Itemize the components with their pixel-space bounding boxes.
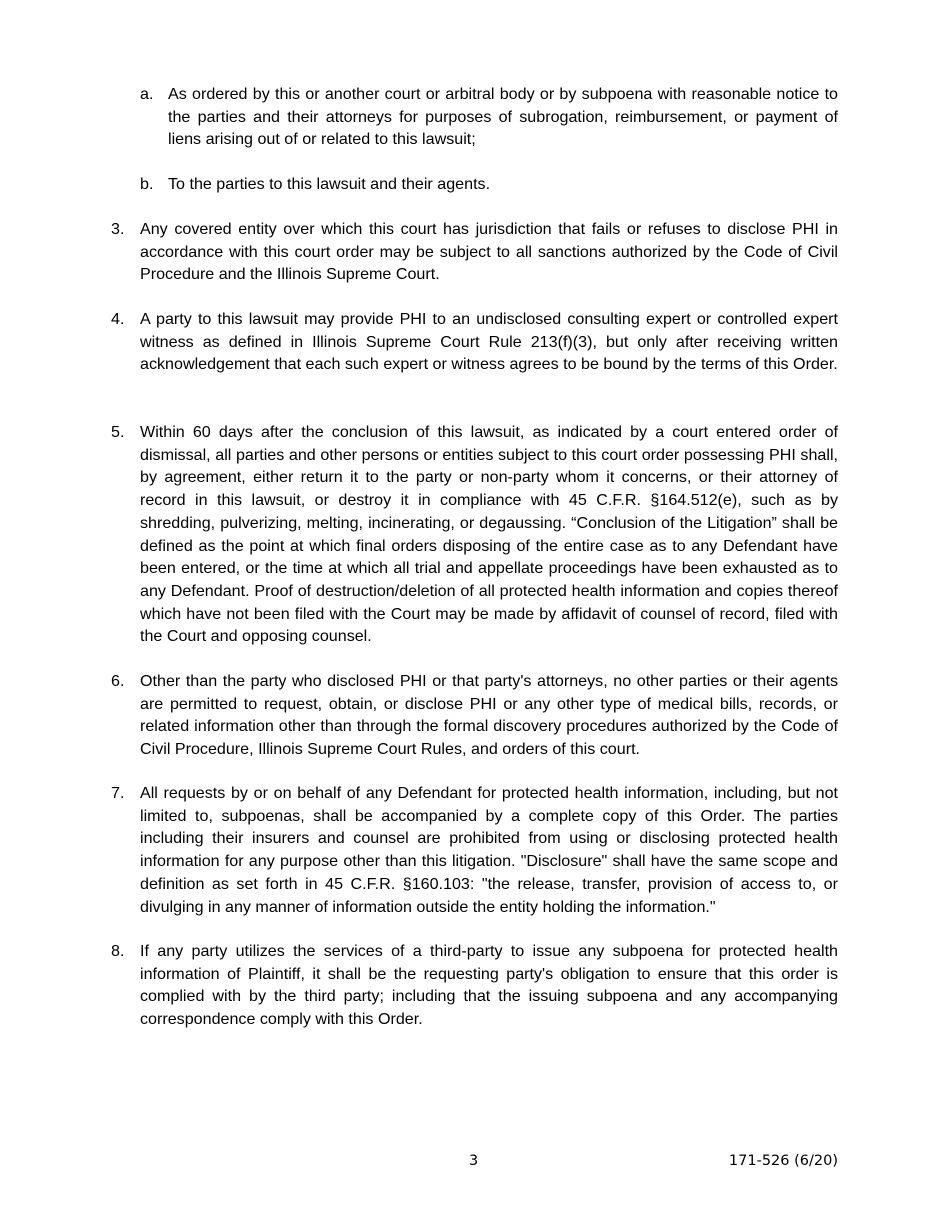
item-marker: 6. xyxy=(111,672,125,690)
item-marker: 8. xyxy=(111,942,125,960)
sub-item-text: To the parties to this lawsuit and their agents. xyxy=(168,175,491,193)
numbered-item-8 xyxy=(111,940,838,1031)
item-text: A party to this lawsuit may provide PHI to an undisclosed consulting expert or controlled expert witness as defined in Illinois Supreme Court Rule 213(f)(3), but only after receiving written acknowledgement that each such expert or witness agrees to be bound by the terms of this Order. xyxy=(140,310,838,374)
item-marker: 5. xyxy=(111,423,125,441)
item-marker: 7. xyxy=(111,784,125,802)
item-text: Within 60 days after the conclusion of this lawsuit, as indicated by a court entered order of dismissal, all parties and other persons or entities subject to this court order possessing PHI shall, by agreement, either return it to the party or non-party whom it concerns, or their attorney of record in this lawsuit, or destroy it in compliance with 45 C.F.R. §164.512(e), such as by shredding, pulverizing, melting, incinerating, or degaussing. “Conclusion of the Litigation” shall be defined as the point at which final orders disposing of the entire case as to any Defendant have been entered, or the time at which all trial and appellate proceedings have been exhausted as to any Defendant. Proof of destruction/deletion of all protected health information and copies thereof which have not been filed with the Court may be made by affidavit of counsel of record, filed with the Court and opposing counsel. xyxy=(140,423,838,646)
form-id: 171-526 (6/20) xyxy=(728,1153,838,1169)
item-text: If any party utilizes the services of a third-party to issue any subpoena for protected health information of Plaintiff, it shall be the requesting party's obligation to ensure that this order is complied with by the third party; including that the issuing subpoena and any accompanying correspondence comply with this Order. xyxy=(140,942,838,1029)
item-text: Other than the party who disclosed PHI or that party's attorneys, no other parties or their agents are permitted to request, obtain, or disclose PHI or any other type of medical bills, records, or related information other than through the formal discovery procedures authorized by the Code of Civil Procedure, Illinois Supreme Court Rules, and orders of this court. xyxy=(140,672,838,759)
numbered-item-7 xyxy=(111,782,838,918)
sub-item-marker: a. xyxy=(140,85,154,103)
item-text: Any covered entity over which this court has jurisdiction that fails or refuses to disclose PHI in accordance with this court order may be subject to all sanctions authorized by the Code of Civil Procedure and the Illinois Supreme Court. xyxy=(140,220,838,284)
sub-item-b xyxy=(140,173,838,196)
numbered-item-6 xyxy=(111,670,838,761)
sub-item-marker: b. xyxy=(140,175,154,193)
numbered-item-5 xyxy=(111,421,838,648)
numbered-item-3 xyxy=(111,218,838,286)
page-number: 3 xyxy=(469,1153,479,1169)
item-text: All requests by or on behalf of any Defendant for protected health information, including, but not limited to, subpoenas, shall be accompanied by a complete copy of this Order. The parties including their insurers and counsel are prohibited from using or disclosing protected health information for any purpose other than this litigation. "Disclosure" shall have the same scope and definition as set forth in 45 C.F.R. §160.103: "the release, transfer, provision of access to, or divulging in any manner of information outside the entity holding the information." xyxy=(140,784,838,916)
item-marker: 4. xyxy=(111,310,125,328)
numbered-item-4 xyxy=(111,308,838,376)
sub-item-text: As ordered by this or another court or arbitral body or by subpoena with reasonable notice to the parties and their attorneys for purposes of subrogation, reimbursement, or payment of liens arising out of or related to this lawsuit; xyxy=(168,85,838,149)
sub-item-a xyxy=(140,83,838,151)
item-marker: 3. xyxy=(111,220,125,238)
